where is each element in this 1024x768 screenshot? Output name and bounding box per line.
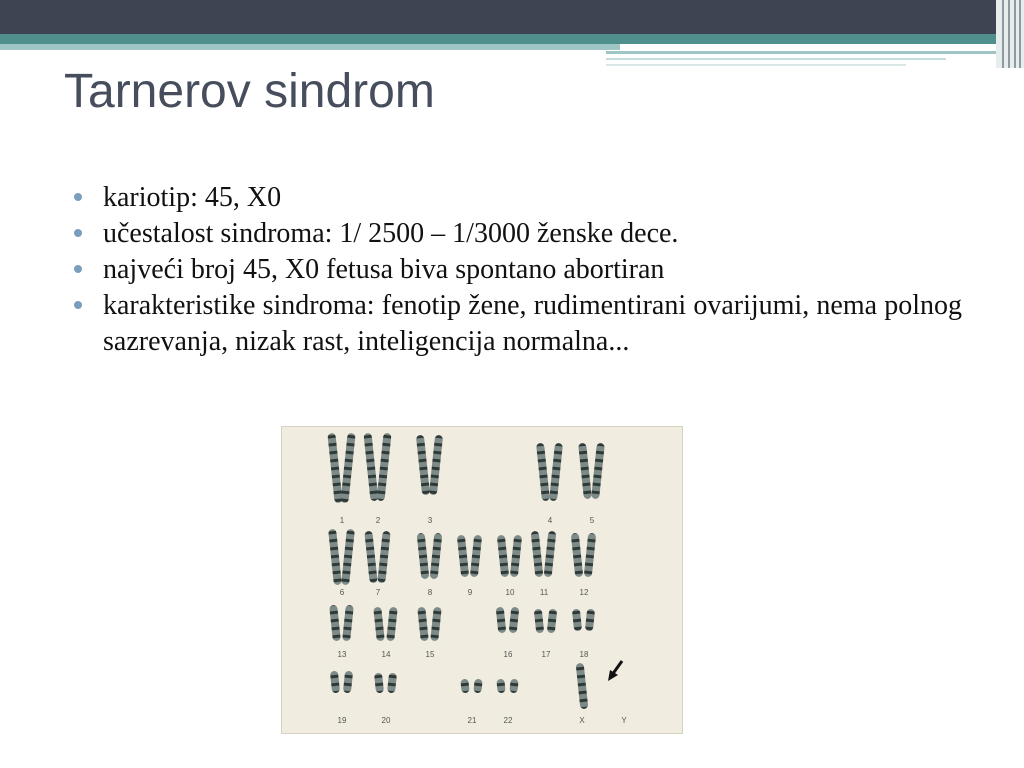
chromosome (576, 663, 589, 710)
chromosome-label: 19 (337, 716, 347, 725)
slide-title: Tarnerov sindrom (64, 65, 435, 118)
chromosome-label: 12 (579, 588, 589, 597)
chromosome-label: 14 (381, 650, 391, 659)
chromosome (531, 531, 544, 578)
accent-line (606, 58, 946, 60)
chromosome (343, 671, 353, 694)
chromosome-label: 8 (427, 588, 433, 597)
chromosome-label: 4 (547, 516, 553, 525)
chromosome-label: 13 (337, 650, 347, 659)
karyotype-image (281, 426, 683, 734)
chromosome (374, 673, 384, 694)
chromosome-label: 22 (503, 716, 513, 725)
accent-line (606, 51, 1000, 54)
chromosome (584, 533, 597, 578)
bullet-item (74, 180, 962, 216)
chromosome (547, 609, 557, 634)
arrow-icon (608, 661, 622, 681)
bullet-text: učestalost sindroma: 1/ 2500 – 1/3000 ženske dece. (103, 218, 679, 249)
chromosome-label: 18 (579, 650, 589, 659)
chromosome (376, 433, 391, 501)
chromosome (387, 673, 397, 694)
chromosome (572, 609, 582, 632)
chromosome (430, 607, 442, 642)
bullet-item (74, 216, 962, 252)
chromosome (330, 671, 340, 694)
chromosome (473, 679, 482, 694)
chromosome (429, 435, 443, 496)
chromosome-label: 9 (467, 588, 473, 597)
chromosome (329, 605, 341, 642)
chromosome (377, 531, 390, 584)
chromosome-label: 2 (375, 516, 381, 525)
chromosome (373, 607, 385, 642)
chromosome-label: 11 (539, 588, 549, 597)
chromosome (496, 607, 507, 634)
bullet-text: kariotip: 45, X0 (103, 182, 282, 213)
chromosome-label: 3 (427, 516, 433, 525)
bullet-item (74, 252, 962, 288)
chromosome (363, 433, 378, 501)
chromosome (549, 443, 563, 502)
chromosome (342, 605, 354, 642)
bullet-text: karakteristike sindroma: fenotip žene, rudimentirani ovarijumi, nema polnog sazrevanja, nizak rast, inteligencija normalna... (103, 290, 962, 357)
chromosome (416, 435, 430, 496)
chromosome (585, 609, 595, 632)
chromosome-label: 6 (339, 588, 345, 597)
accent-band-light (0, 44, 620, 50)
chromosome-label: X (579, 716, 585, 725)
chromosome-label: 1 (339, 516, 345, 525)
chromosome-label: 17 (541, 650, 551, 659)
chromosome (328, 529, 342, 586)
accent-band (0, 34, 1000, 44)
chromosome-label: 16 (503, 650, 513, 659)
chromosome (571, 533, 584, 578)
chromosome (430, 533, 443, 580)
bullet-dot-icon (74, 229, 82, 237)
accent-line (606, 64, 906, 66)
bullet-dot-icon (74, 301, 82, 309)
chromosome (591, 443, 605, 500)
chromosome (509, 679, 518, 694)
chromosome (496, 679, 505, 694)
top-bar (0, 0, 1024, 34)
chromosome-label: 7 (375, 588, 381, 597)
chromosome (497, 535, 509, 578)
chromosome (534, 609, 544, 634)
bullet-item (74, 288, 962, 360)
karyotype-figure (282, 427, 682, 733)
chromosome (364, 531, 377, 584)
chromosome-label: 15 (425, 650, 435, 659)
chromosome (340, 433, 355, 503)
chromosome (417, 533, 430, 580)
chromosome (578, 443, 592, 500)
chromosome (544, 531, 557, 578)
chromosome (536, 443, 550, 502)
chromosome (341, 529, 355, 586)
chromosome-label: Y (621, 716, 627, 725)
chromosome (460, 679, 469, 694)
chromosome (417, 607, 429, 642)
bullet-dot-icon (74, 193, 82, 201)
bullet-list (74, 180, 962, 360)
chromosome-label: 10 (505, 588, 515, 597)
bullet-dot-icon (74, 265, 82, 273)
chromosome (510, 535, 522, 578)
bullet-text: najveći broj 45, X0 fetusa biva spontano abortiran (103, 254, 665, 285)
chromosome-label: 20 (381, 716, 391, 725)
slide-edge-decoration (996, 0, 1024, 68)
chromosome (509, 607, 520, 634)
chromosome (327, 433, 342, 503)
chromosome (470, 535, 482, 578)
chromosome (457, 535, 469, 578)
chromosome-label: 21 (467, 716, 477, 725)
chromosome (386, 607, 398, 642)
chromosome-label: 5 (589, 516, 595, 525)
